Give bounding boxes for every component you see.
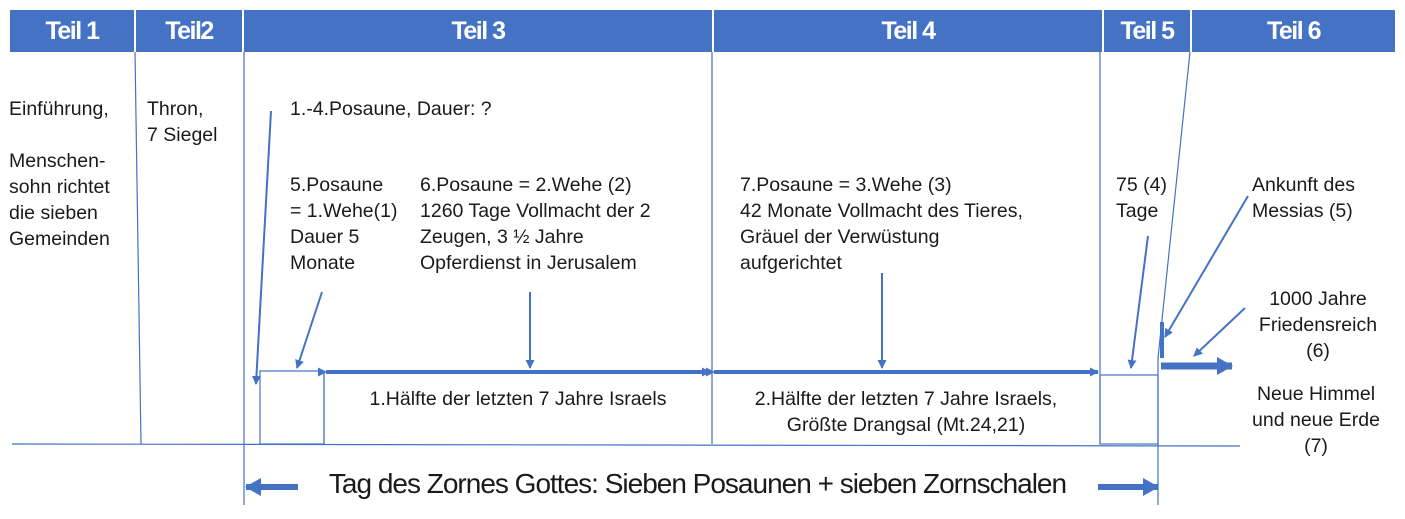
- label-einfuehrung: Einführung, Menschen- sohn richtet die sieben Gemeinden: [9, 98, 110, 250]
- label-second-half: 2.Hälfte der letzten 7 Jahre Israels, Größte Drangsal (Mt.24,21): [754, 388, 1058, 436]
- box-75-tage: [1100, 375, 1158, 444]
- header-teil-3: Teil 3: [244, 10, 712, 52]
- label-friedensreich: 1000 Jahre Friedensreich (6): [1258, 288, 1378, 362]
- label-first-half: 1.Hälfte der letzten 7 Jahre Israels: [369, 388, 667, 410]
- header-teil-4: Teil 4: [714, 10, 1102, 52]
- arrow-75-tage: [1131, 236, 1148, 368]
- label-thron-siegel: Thron, 7 Siegel: [147, 98, 218, 146]
- header-teil-1: Teil 1: [10, 10, 134, 52]
- bottom-caption: Tag des Zornes Gottes: Sieben Posaunen + sieben Zornschalen: [328, 468, 1067, 499]
- header-teil-6: Teil 6: [1192, 10, 1395, 52]
- label-posaune-1-4: 1.-4.Posaune, Dauer: ?: [290, 98, 492, 120]
- label-75-tage: 75 (4) Tage: [1116, 174, 1167, 222]
- label-posaune-5: 5.Posaune = 1.Wehe(1) Dauer 5 Monate: [290, 174, 398, 274]
- label-posaune-7: 7.Posaune = 3.Wehe (3) 42 Monate Vollmacht des Tieres, Gräuel der Verwüstung aufgerichtet: [740, 174, 1023, 274]
- divider-teil1-teil2: [135, 52, 141, 444]
- header-teil-2: Teil2: [136, 10, 242, 52]
- arrow-friedensreich: [1194, 308, 1245, 356]
- box-posaune-5: [260, 371, 324, 444]
- label-neue-himmel: Neue Himmel und neue Erde (7): [1252, 383, 1380, 457]
- arrow-posaune-1-4: [256, 111, 271, 384]
- label-posaune-6: 6.Posaune = 2.Wehe (2) 1260 Tage Vollmacht der 2 Zeugen, 3 ½ Jahre Opferdienst in Jerusalem: [420, 174, 651, 274]
- label-ankunft-messias: Ankunft des Messias (5): [1252, 174, 1355, 222]
- header-teil-5: Teil 5: [1104, 10, 1190, 52]
- arrow-posaune-5: [297, 292, 322, 368]
- timeline-baseline: [12, 444, 1240, 446]
